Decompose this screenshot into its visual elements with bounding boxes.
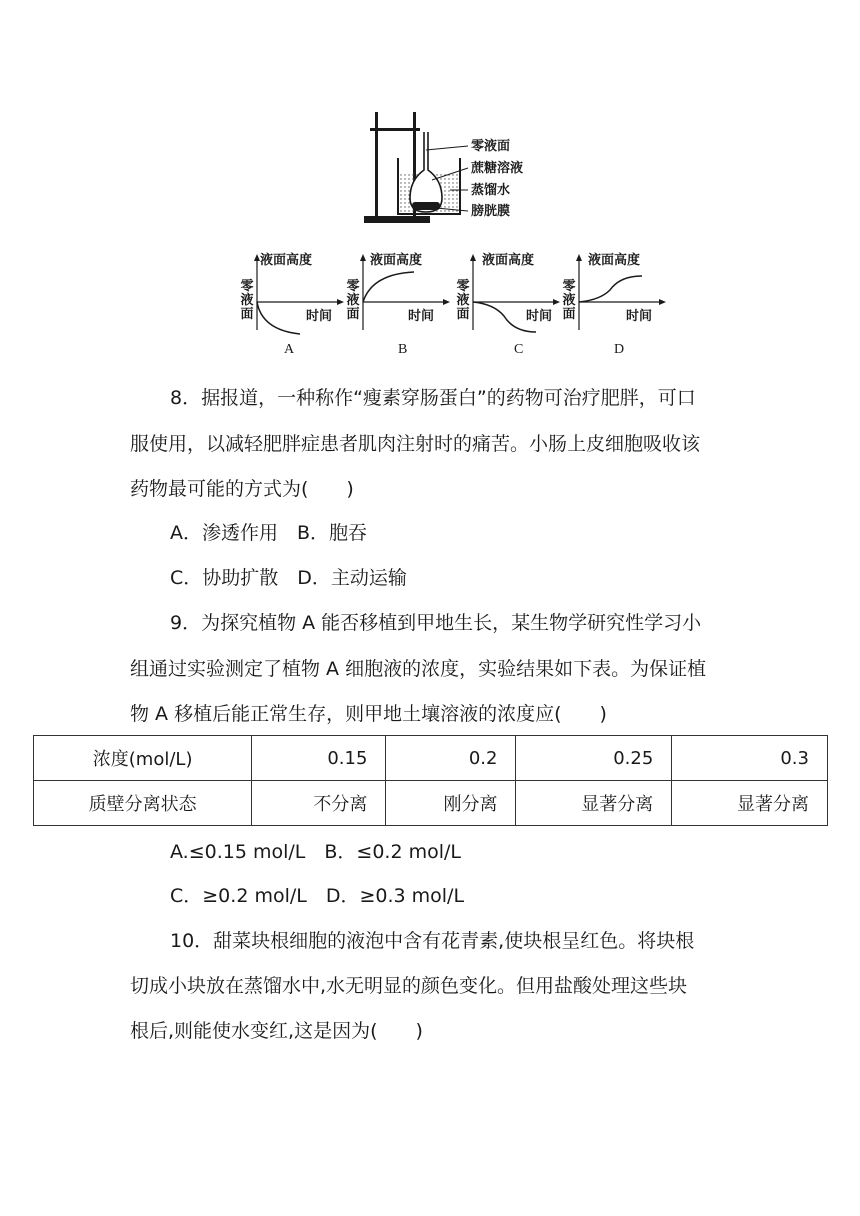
graph-a-zero-label: 零液面 <box>240 279 254 322</box>
graph-c-xlabel: 时间 <box>526 309 553 324</box>
graph-a-letter: A <box>284 342 295 357</box>
graph-c-zero-label: 零液面 <box>456 279 470 322</box>
q8-line-3: 药物最可能的方式为( ) <box>130 478 354 500</box>
table-cell: 浓度(mol/L) <box>34 736 252 781</box>
label-distilled-water: 蒸馏水 <box>471 183 511 198</box>
q8-options-cd: C．协助扩散 D．主动运输 <box>170 567 407 589</box>
graph-a-ylabel: 液面高度 <box>260 253 313 268</box>
graph-d-xlabel: 时间 <box>626 309 653 324</box>
graph-a <box>240 250 352 358</box>
graph-a-xlabel: 时间 <box>306 309 333 324</box>
q8-line-1: 8．据报道，一种称作“瘦素穿肠蛋白”的药物可治疗肥胖，可口 <box>170 387 696 409</box>
q9-line-3: 物 A 移植后能正常生存，则甲地土壤溶液的浓度应( ) <box>130 703 607 725</box>
table-cell: 0.2 <box>386 736 516 781</box>
table-cell: 刚分离 <box>386 781 516 826</box>
table-cell: 不分离 <box>252 781 386 826</box>
graph-b-xlabel: 时间 <box>408 309 435 324</box>
graph-c-ylabel: 液面高度 <box>482 253 535 268</box>
q8-line-2: 服使用，以减轻肥胖症患者肌肉注射时的痛苦。小肠上皮细胞吸收该 <box>130 433 701 455</box>
label-sucrose-solution: 蔗糖溶液 <box>471 161 524 176</box>
table-cell: 显著分离 <box>516 781 672 826</box>
graph-a-curve <box>257 302 300 334</box>
table-cell: 0.25 <box>516 736 672 781</box>
graph-d-curve <box>579 276 642 302</box>
q9-line-1: 9．为探究植物 A 能否移植到甲地生长，某生物学研究性学习小 <box>170 612 702 634</box>
graph-b <box>346 250 458 358</box>
label-zero-level: 零液面 <box>471 139 511 154</box>
graph-d-letter: D <box>614 342 625 357</box>
q10-line-2: 切成小块放在蒸馏水中,水无明显的颜色变化。但用盐酸处理这些块 <box>130 975 688 997</box>
label-bladder-membrane: 膀胱膜 <box>471 204 511 219</box>
table-row <box>34 781 828 826</box>
graph-c <box>456 250 568 358</box>
graph-d-zero-label: 零液面 <box>562 279 576 322</box>
q10-line-3: 根后,则能使水变红,这是因为( ) <box>130 1020 423 1042</box>
table-cell: 质壁分离状态 <box>34 781 252 826</box>
table-cell: 0.15 <box>252 736 386 781</box>
q9-data-table <box>33 735 828 826</box>
apparatus-drawing <box>360 110 560 230</box>
graph-d <box>562 250 674 358</box>
graph-b-zero-label: 零液面 <box>346 279 360 322</box>
table-cell: 显著分离 <box>672 781 828 826</box>
graph-d-ylabel: 液面高度 <box>588 253 641 268</box>
q8-options-ab: A．渗透作用 B．胞吞 <box>170 522 368 544</box>
osmosis-apparatus-figure <box>360 110 560 230</box>
q9-options-ab: A.≤0.15 mol/L B．≤0.2 mol/L <box>170 841 461 863</box>
table-row <box>34 736 828 781</box>
q10-line-1: 10．甜菜块根细胞的液泡中含有花青素,使块根呈红色。将块根 <box>170 930 695 952</box>
graph-c-letter: C <box>514 342 524 357</box>
graph-b-curve <box>363 272 414 302</box>
graph-b-ylabel: 液面高度 <box>370 253 423 268</box>
table-cell: 0.3 <box>672 736 828 781</box>
graph-b-letter: B <box>398 342 408 357</box>
q9-options-cd: C．≥0.2 mol/L D．≥0.3 mol/L <box>170 885 465 907</box>
q9-line-2: 组通过实验测定了植物 A 细胞液的浓度，实验结果如下表。为保证植 <box>130 658 707 680</box>
